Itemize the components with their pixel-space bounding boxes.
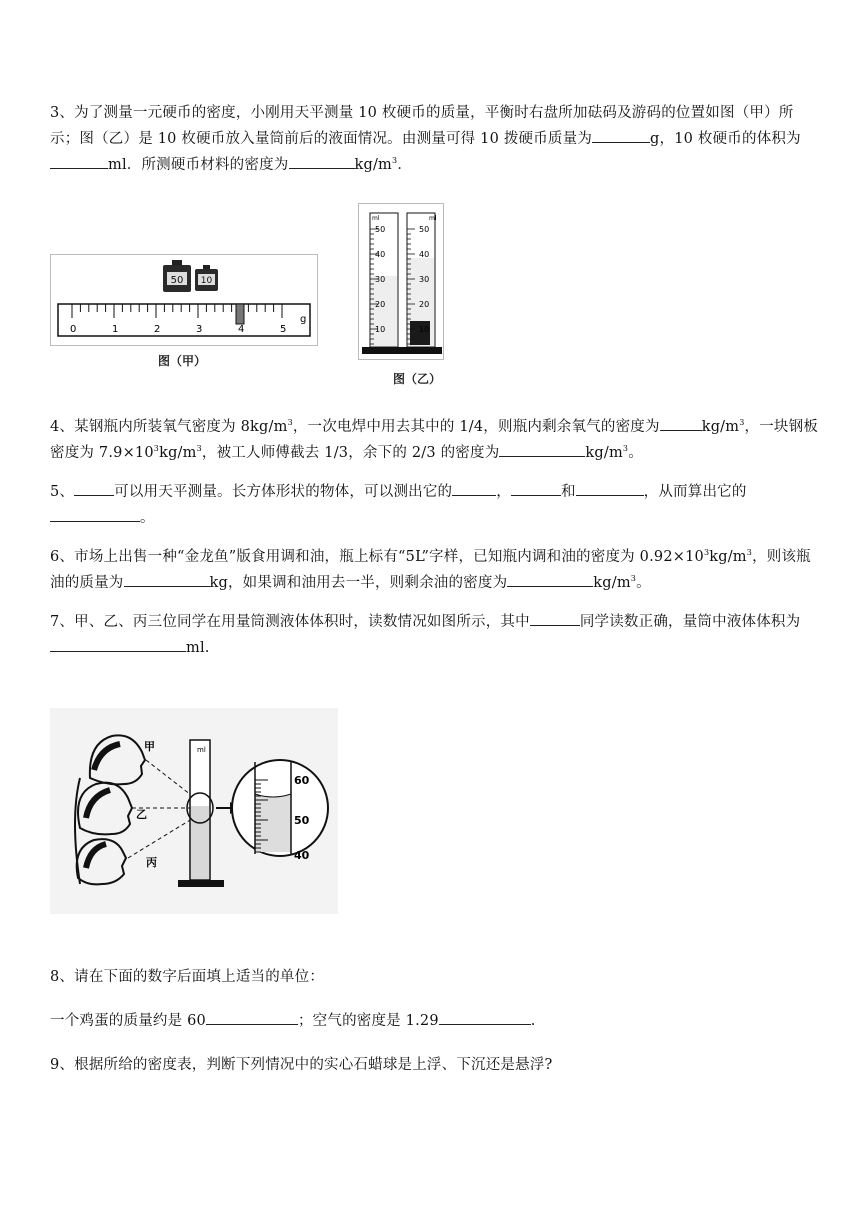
answer-blank[interactable] xyxy=(660,416,702,431)
answer-blank[interactable] xyxy=(452,481,496,496)
answer-blank[interactable] xyxy=(50,507,140,522)
tick-label-2: 2 xyxy=(154,324,161,335)
answer-blank[interactable] xyxy=(499,442,585,457)
right-tick-20: 20 xyxy=(419,300,430,309)
right-tick-50: 50 xyxy=(419,225,430,234)
right-tick-30: 30 xyxy=(419,275,430,284)
weight-50-label: 50 xyxy=(170,275,184,286)
tick-label-3: 3 xyxy=(196,324,203,335)
question-8-line: 一个鸡蛋的质量约是 60 ；空气的密度是 1.29 . xyxy=(50,1008,820,1034)
cylinders-image xyxy=(358,203,444,360)
figure-jia-caption: 图（甲） xyxy=(158,354,207,368)
left-tick-20: 20 xyxy=(375,300,386,309)
tick-label-0: 0 xyxy=(70,324,77,335)
rider xyxy=(236,304,244,324)
question-5: 5、 可以用天平测量。长方体形状的物体，可以测出它的 ， 和 ，从而算出它的。 xyxy=(50,479,820,531)
question-8-prompt: 8、请在下面的数字后面填上适当的单位： xyxy=(50,969,325,985)
left-tick-40: 40 xyxy=(375,250,386,259)
zoom-tick-40: 40 xyxy=(294,849,310,862)
answer-blank[interactable] xyxy=(530,611,580,626)
answer-blank[interactable] xyxy=(507,572,593,587)
tick-label-5: 5 xyxy=(280,324,287,335)
left-tick-30: 30 xyxy=(375,275,386,284)
reading-cylinder-image xyxy=(50,708,338,914)
unit-g: g xyxy=(300,314,307,325)
answer-blank[interactable] xyxy=(74,481,114,496)
figure-q7-reading xyxy=(50,708,338,914)
label-bing: 丙 xyxy=(146,856,157,869)
cyl-unit: ml xyxy=(197,746,206,754)
zoom-tick-60: 60 xyxy=(294,774,310,787)
right-tick-10: 10 xyxy=(419,325,430,334)
unit-ml-right: ml xyxy=(429,215,437,222)
answer-blank[interactable] xyxy=(124,572,210,587)
label-yi: 乙 xyxy=(136,808,147,821)
right-tick-40: 40 xyxy=(419,250,430,259)
unit-ml-left: ml xyxy=(372,215,380,222)
figure-jia-balance xyxy=(50,254,318,346)
answer-blank[interactable] xyxy=(592,128,650,143)
left-tick-10: 10 xyxy=(375,325,386,334)
answer-blank[interactable] xyxy=(289,154,355,169)
answer-blank[interactable] xyxy=(206,1010,298,1025)
answer-blank[interactable] xyxy=(50,637,186,652)
answer-blank[interactable] xyxy=(511,481,561,496)
balance-scale-image xyxy=(50,254,318,346)
answer-blank[interactable] xyxy=(439,1010,531,1025)
question-7: 7、甲、乙、丙三位同学在用量筒测液体体积时，读数情况如图所示，其中 同学读数正确，量筒中液体体积为ml. xyxy=(50,609,820,661)
question-3: 3、为了测量一元硬币的密度，小刚用天平测量 10 枚硬币的质量，平衡时右盘所加砝码及游码的位置如图（甲）所示；图（乙）是 10 枚硬币放入量筒前后的液面情况。由测量可得 10 拨硬币质量为 g，10 枚硬币的体积为ml．所测硬币材料的密度为 $kg/m^3$． xyxy=(50,105,801,173)
left-tick-50: 50 xyxy=(375,225,386,234)
question-9: 9、根据所给的密度表，判断下列情况中的实心石蜡球是上浮、下沉还是悬浮? xyxy=(50,1057,553,1073)
figure-yi-cylinders xyxy=(358,203,444,360)
weight-10-label: 10 xyxy=(200,276,213,286)
question-6: 6、市场上出售一种“金龙鱼”版食用调和油，瓶上标有“5L”字样，已知瓶内调和油的密度为 $0.92\times 10^3kg/m^3$，则该瓶油的质量为 kg，如果调和油用去一半，则剩余油的密度为 $kg/m^3$。 xyxy=(50,548,811,591)
question-4: 4、某钢瓶内所装氧气密度为 $8kg/m^3$，一次电焊中用去其中的 1/4，则瓶内剩余氧气的密度为 $kg/m^3$，一块钢板密度为 $7.9\times 10^3kg/m^3$，被工人师傅截去 1/3，余下的 2/3 的密度为 $kg/m^3$。 xyxy=(50,418,819,461)
tick-label-1: 1 xyxy=(112,324,119,335)
answer-blank[interactable] xyxy=(576,481,644,496)
figure-yi-caption: 图（乙） xyxy=(393,372,442,386)
tick-label-4: 4 xyxy=(238,324,245,335)
answer-blank[interactable] xyxy=(50,154,108,169)
label-jia: 甲 xyxy=(144,740,155,753)
zoom-tick-50: 50 xyxy=(294,814,310,827)
